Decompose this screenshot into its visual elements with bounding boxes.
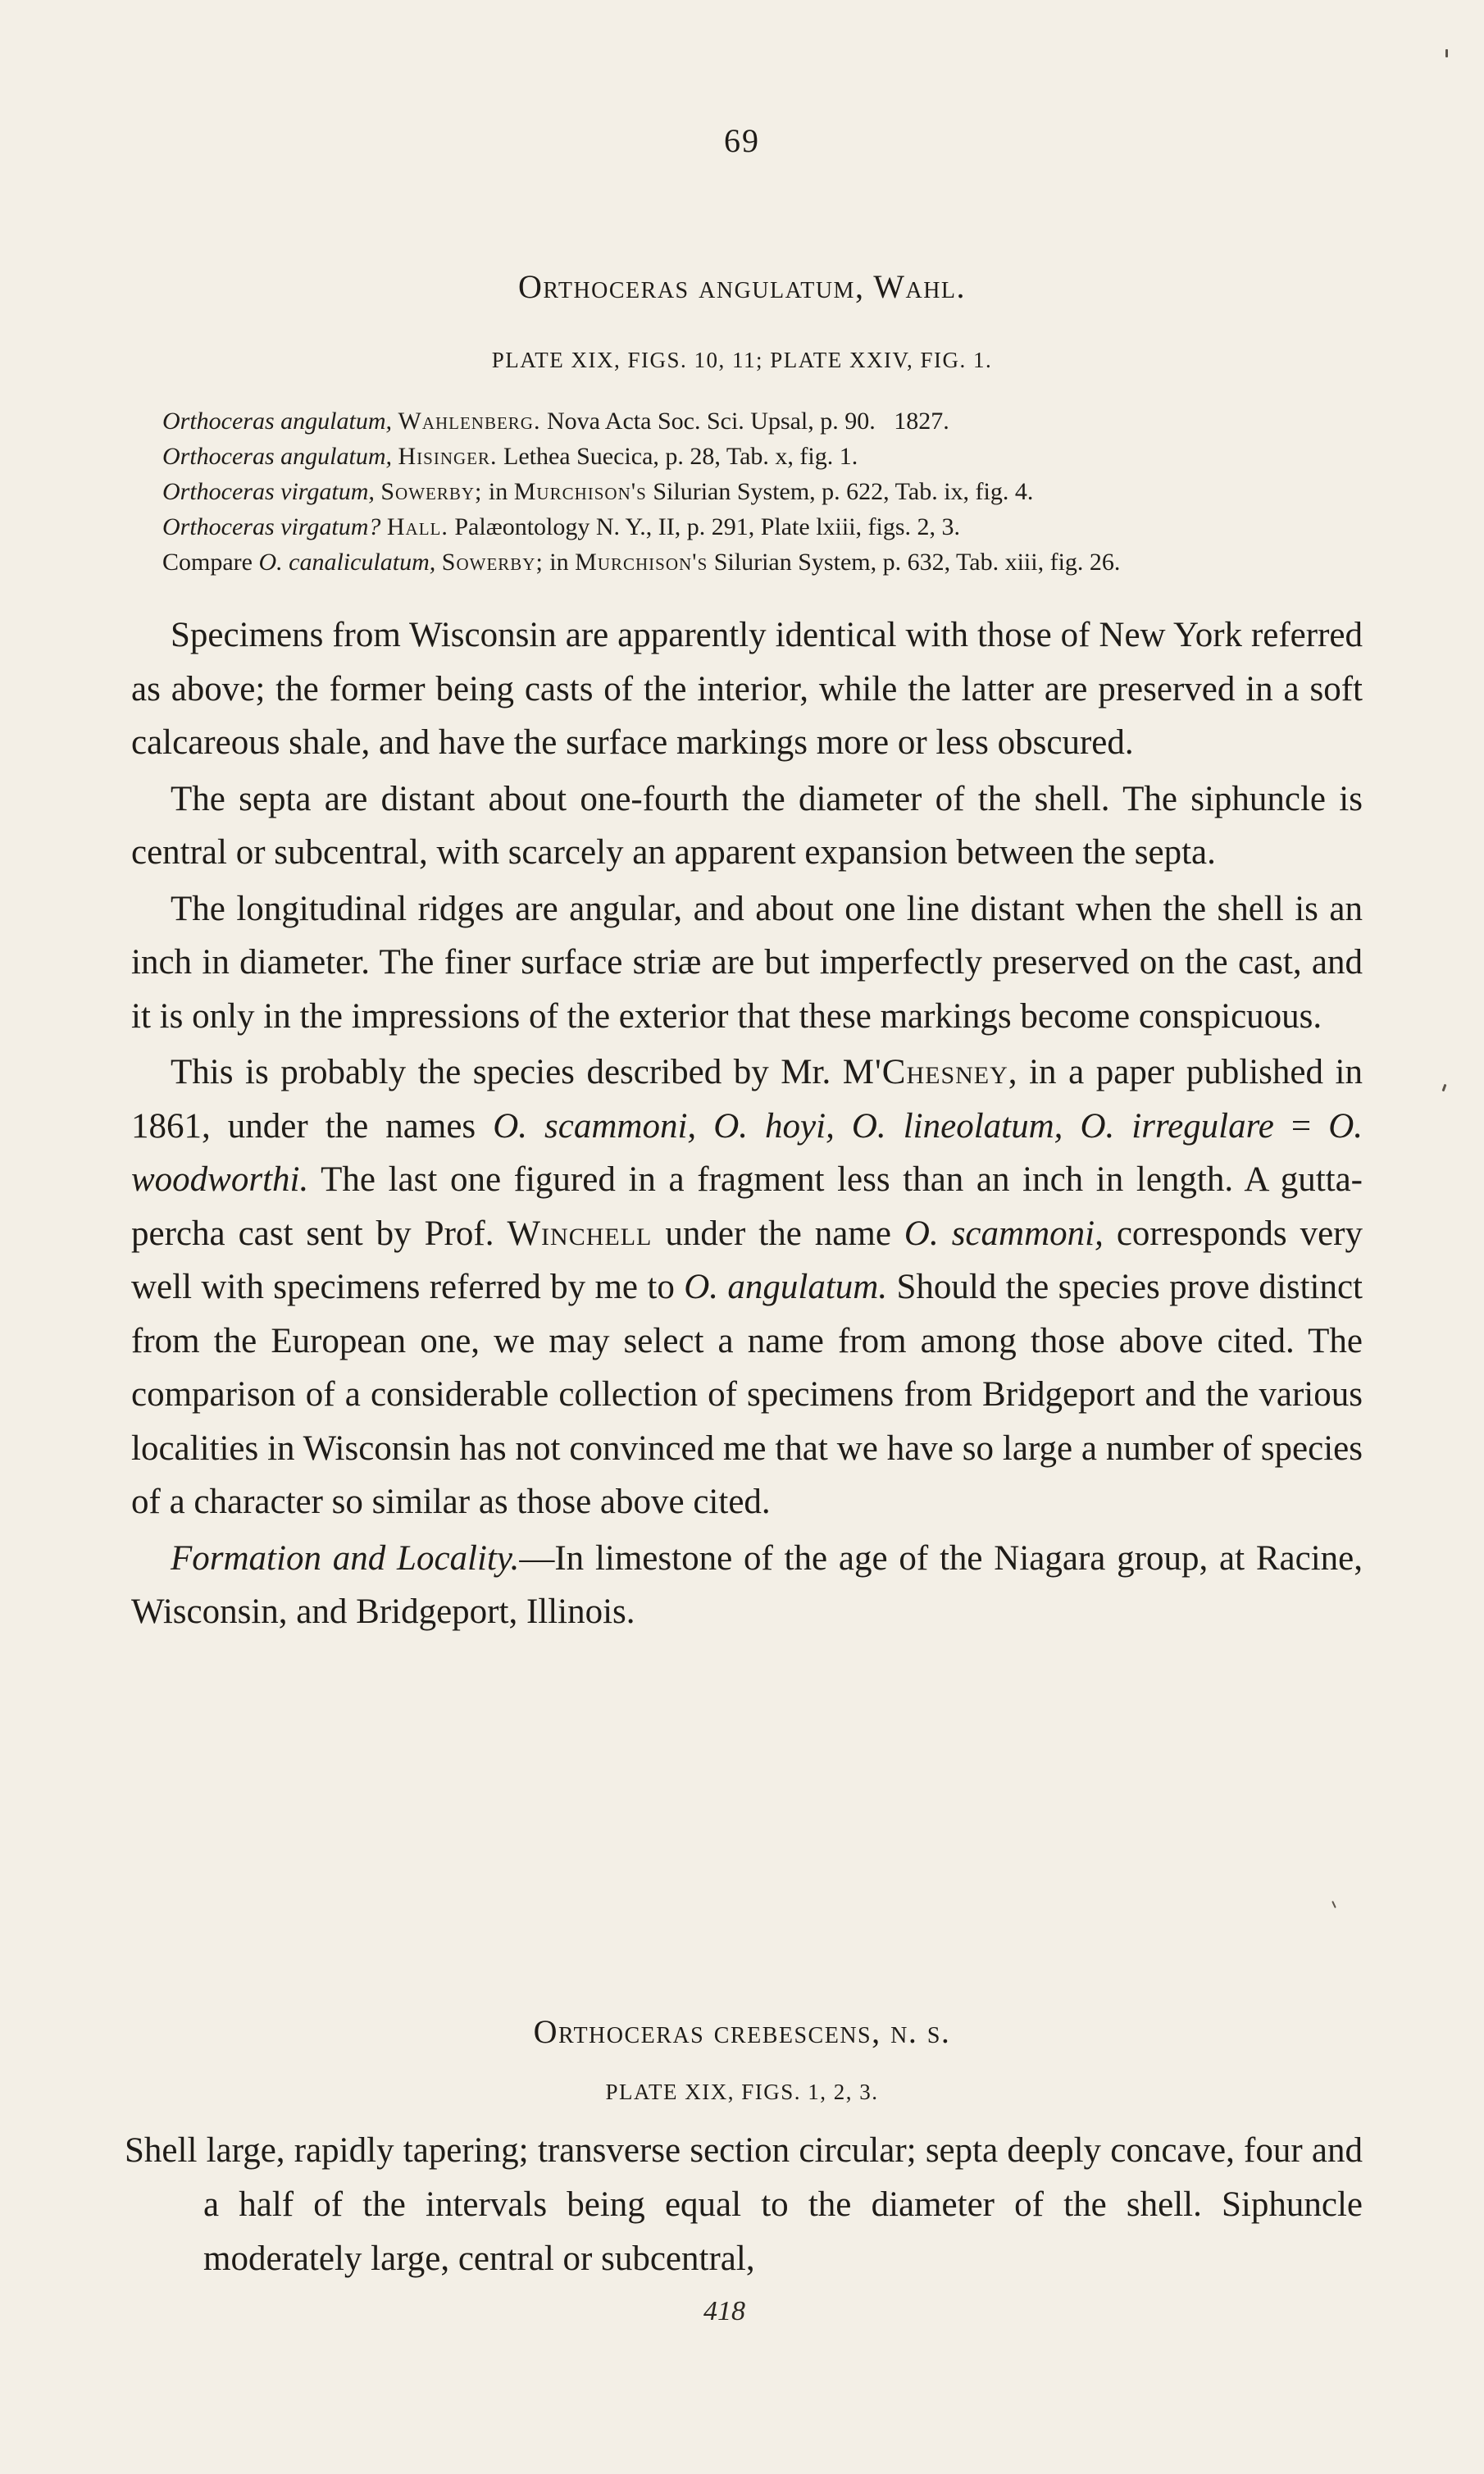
text-run [696,1107,713,1146]
text-run: The last one figured in a fragment less than an inch in length. A gutta-percha cast sent by Prof. [131,1160,1363,1253]
species-name: O. woodworthi. [131,1106,1363,1199]
synonymy-entry [162,474,1359,509]
text-run [1063,1107,1080,1146]
synonymy-entry [162,544,1359,580]
paper-blemish [1332,1901,1336,1908]
paragraph-species-discussion [131,1046,1363,1529]
text-run: This is probably the species described by Mr. [171,1053,843,1091]
synonym-author: Sowerby; [380,478,483,505]
text-run: , in a paper published in 1861, under the names [131,1053,1363,1146]
page-number: 69 [724,122,760,159]
species-name: O. scammoni, [493,1106,697,1146]
author-name: Winchell [507,1214,653,1253]
formation-locality-label: Formation and Locality. [171,1538,520,1578]
synonym-citation: Lethea Suecica, p. 28, Tab. x, fig. 1. [503,443,858,470]
species-heading-crebescens: Orthoceras crebescens, n. s. [533,2013,951,2050]
species-name: O. angulatum. [684,1268,888,1306]
synonym-prefix: Compare [162,549,253,576]
paragraph-specimens: Specimens from Wisconsin are apparently identical with those of New York referred as above; the former being casts of the interior, while the latter are preserved in a soft calcareous shale, and have the surface markings more or less obscured. [131,616,1363,762]
synonym-citation: Nova Acta Soc. Sci. Upsal, p. 90. 1827. [546,408,949,435]
text-run [835,1107,852,1146]
text-run: Should the species prove distinct from the European one, we may select a name from among those above cited. The comparison of a considerable collection of specimens from Bridgeport and the various localities in Wisconsin has not convinced me that we have so large a number of species of a character so similar as those above cited. [131,1268,1363,1521]
synonymy-list [162,403,1359,580]
synonym-author: Hall. [386,513,448,540]
species-name: O. irregulare [1080,1106,1274,1146]
synonym-citation-prefix: in [549,549,569,576]
synonymy-entry [162,403,1359,439]
paragraph-septa: The septa are distant about one-fourth the diameter of the shell. The siphuncle is central or subcentral, with scarcely an apparent expansion between the septa. [131,779,1363,872]
species-description-angulatum [131,608,1363,1642]
synonym-name: Orthoceras angulatum, [162,408,392,435]
synonym-citation: Palæontology N. Y., II, p. 291, Plate lxiii, figs. 2, 3. [454,513,961,540]
synonym-name: Orthoceras virgatum? [162,513,381,540]
synonym-citation: Silurian System, p. 622, Tab. ix, fig. 4. [653,478,1034,505]
plate-reference-crebescens: PLATE XIX, FIGS. 1, 2, 3. [605,2080,879,2104]
synonym-author-secondary: Murchison's [575,549,708,576]
synonym-citation: Silurian System, p. 632, Tab. xiii, fig. 26. [713,549,1121,576]
species-description-crebescens [125,2124,1363,2286]
synonymy-entry [162,439,1359,474]
species-name: O. lineolatum, [851,1106,1063,1146]
synonym-name: Orthoceras angulatum, [162,443,392,470]
synonym-author: Hisinger. [398,443,498,470]
handwritten-annotation: 418 [703,2296,745,2326]
synonym-author: Sowerby; [441,549,544,576]
synonym-name: Orthoceras virgatum, [162,478,375,505]
synonym-author-secondary: Murchison's [513,478,647,505]
species-name: O. hoyi, [713,1106,835,1146]
formation-locality-text: —In limestone of the age of the Niagara group, at Racine, Wisconsin, and Bridgeport, Illinois. [131,1538,1363,1631]
synonym-citation-prefix: in [488,478,508,505]
synonymy-entry [162,509,1359,544]
author-name: M'Chesney [842,1053,1008,1091]
paragraph-formation-locality [131,1532,1363,1639]
paragraph-shell-description: Shell large, rapidly tapering; transverse section circular; septa deeply concave, four and a half of the intervals being equal to the diameter of the shell. Siphuncle moderately large, central or subcentral, [125,2131,1363,2278]
text-run: = [1273,1106,1329,1146]
paragraph-ridges: The longitudinal ridges are angular, and about one line distant when the shell is an inch in diameter. The finer surface striæ are but imperfectly preserved on the cast, and it is only in the impressions of the exterior that these markings become conspicuous. [131,889,1363,1036]
species-heading-angulatum: Orthoceras angulatum, Wahl. [517,268,967,305]
species-name: O. scammoni, [904,1214,1104,1253]
text-run: under the name [652,1214,904,1253]
paper-blemish [1445,49,1448,57]
paper-blemish [1442,1084,1447,1091]
synonym-name: O. canaliculatum, [258,549,436,576]
synonym-author: Wahlenberg. [398,408,541,435]
text-run: corresponds very well with specimens referred by me to [131,1214,1363,1306]
plate-reference-angulatum: PLATE XIX, FIGS. 10, 11; PLATE XXIV, FIG. 1. [491,348,993,372]
